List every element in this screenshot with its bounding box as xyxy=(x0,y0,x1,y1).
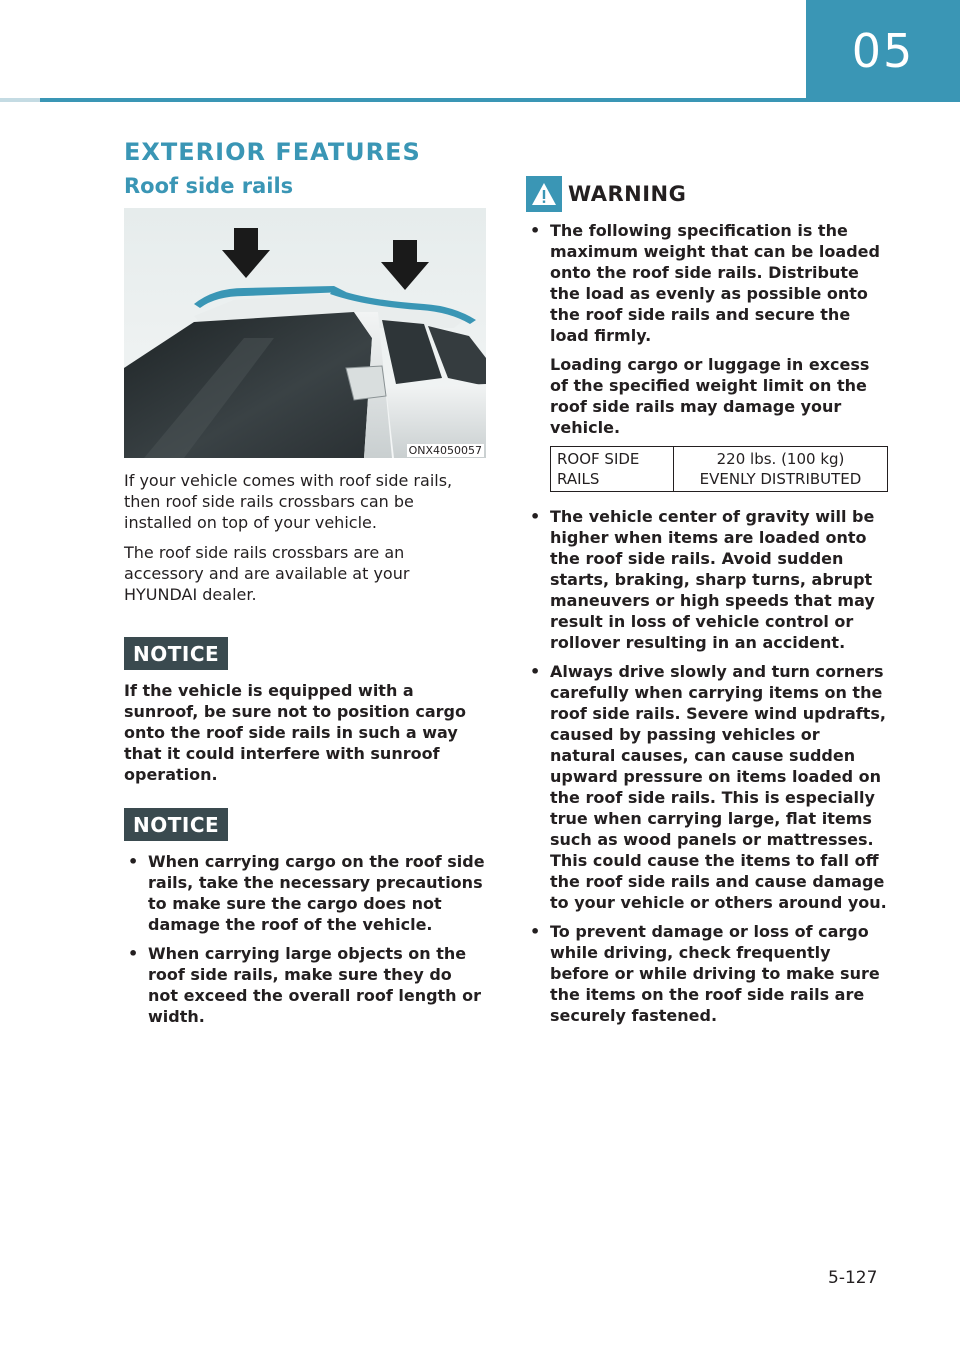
spec-value-line: 220 lbs. (100 kg) xyxy=(716,450,845,468)
warning-bullet-list xyxy=(526,220,888,1026)
section-title: EXTERIOR FEATURES xyxy=(124,138,421,166)
list-item: • To prevent damage or loss of cargo while driving, check frequently before or while driving to make sure the items on the roof side rails are securely fastened. xyxy=(526,921,888,1026)
page-number: 5-127 xyxy=(828,1268,878,1288)
notice-label: NOTICE xyxy=(124,637,228,670)
warning-icon xyxy=(526,176,562,212)
intro-paragraph: The roof side rails crossbars are an accessory and are available at your HYUNDAI dealer. xyxy=(124,543,410,604)
list-item: • The vehicle center of gravity will be higher when items are loaded onto the roof side rails. Avoid sudden starts, braking, sharp turns, abrupt maneuvers or high speeds that may result in loss of vehicle control or rollover resulting in an accident. xyxy=(526,506,888,653)
weight-spec-table xyxy=(550,446,888,492)
list-item: • When carrying large objects on the roof side rails, make sure they do not exceed the overall roof length or width. xyxy=(124,943,486,1027)
intro-paragraph: If your vehicle comes with roof side rails, then roof side rails crossbars can be installed on top of your vehicle. xyxy=(124,471,453,532)
notice-text: If the vehicle is equipped with a sunroof, be sure not to position cargo onto the roof side rails in such a way that it could interfere with sunroof operation. xyxy=(124,681,466,784)
warning-triangle-icon xyxy=(530,181,558,207)
subsection-title: Roof side rails xyxy=(124,174,294,198)
list-item xyxy=(526,220,888,492)
warning-header xyxy=(526,176,888,212)
notice-label: NOTICE xyxy=(124,808,228,841)
right-column xyxy=(526,176,888,1034)
chapter-tab xyxy=(806,0,960,102)
warning-paragraph: Loading cargo or luggage in excess of the specified weight limit on the roof side rails may damage your vehicle. xyxy=(550,355,870,437)
notice-bullet-list xyxy=(124,851,486,1027)
warning-label: WARNING xyxy=(568,182,687,206)
header-rule xyxy=(0,98,806,102)
spec-label-line: RAILS xyxy=(557,470,600,488)
spec-label-cell xyxy=(551,447,674,492)
list-item: • Always drive slowly and turn corners carefully when carrying items on the roof side rails. Severe wind updrafts, caused by passing vehicles or natural causes, can cause sudden upward pressure on items loaded on the roof side rails. This is especially true when carrying large, flat items such as wood panels or mattresses. This could cause the items to fall off the roof side rails and cause damage to your vehicle or others around you. xyxy=(526,661,888,913)
warning-paragraph: • The following specification is the maximum weight that can be loaded onto the roof side rails. Distribute the load as evenly as possible onto the roof side rails and secure the load firmly. xyxy=(550,221,880,345)
roof-rails-illustration xyxy=(124,208,486,458)
spec-value-line: EVENLY DISTRIBUTED xyxy=(699,470,862,488)
chapter-number: 05 xyxy=(851,24,915,78)
spec-value-cell xyxy=(674,447,888,492)
roof-side-rails-figure xyxy=(124,208,486,458)
spec-label-line: ROOF SIDE xyxy=(557,450,640,468)
left-column xyxy=(124,470,486,1035)
table-row xyxy=(551,447,888,492)
list-item: • When carrying cargo on the roof side rails, take the necessary precautions to make sure the cargo does not damage the roof of the vehicle. xyxy=(124,851,486,935)
figure-caption: ONX4050057 xyxy=(408,444,482,457)
